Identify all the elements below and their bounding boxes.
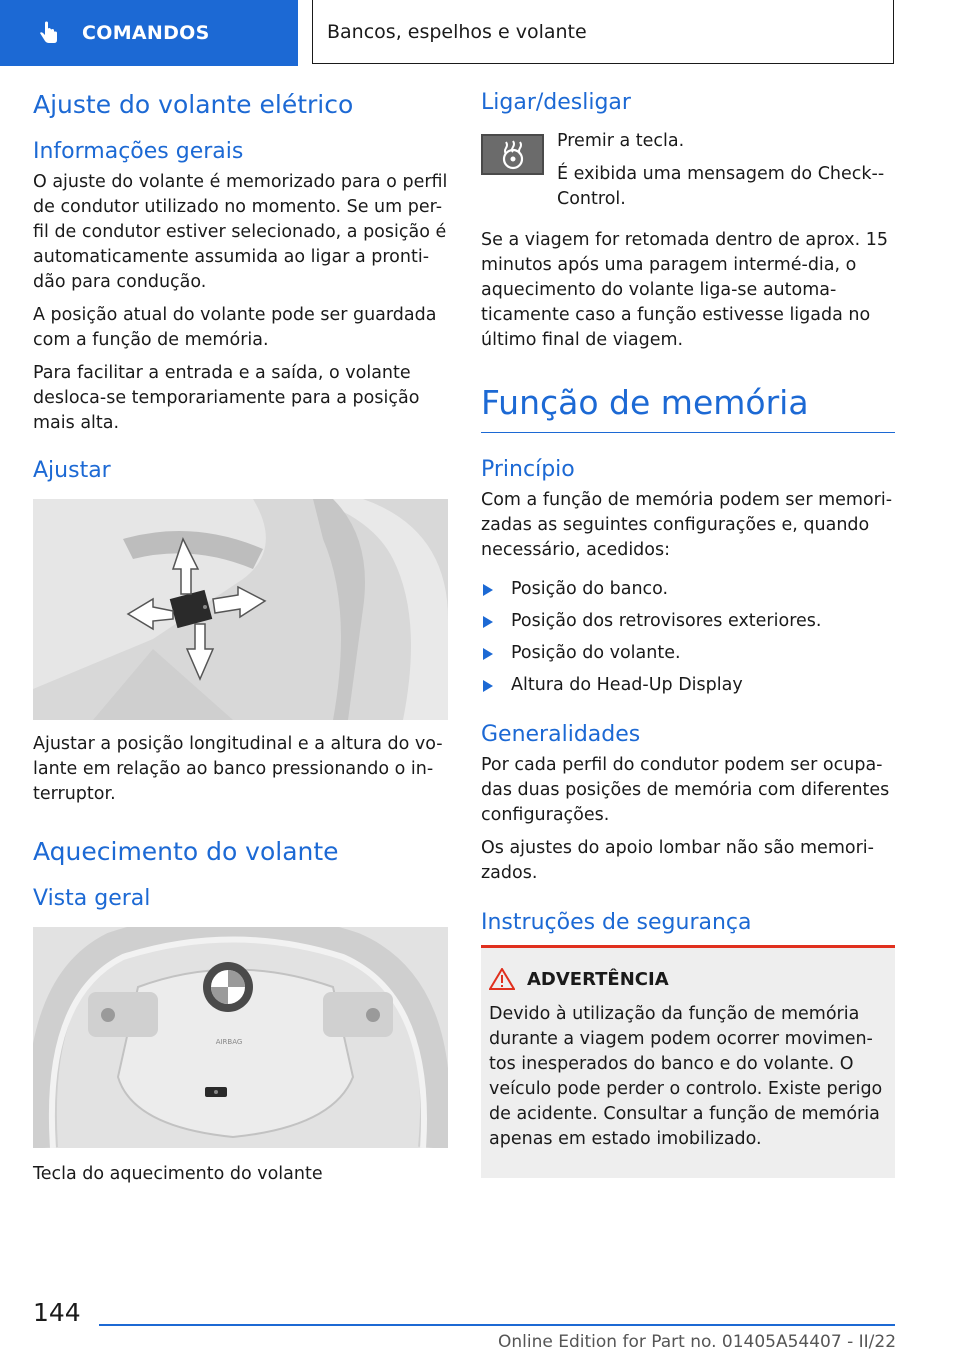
adjust-heading: Ajustar xyxy=(33,458,111,483)
chapter-title: COMANDOS xyxy=(82,22,210,44)
footer-rule xyxy=(99,1324,895,1326)
onoff-text xyxy=(557,129,895,220)
bullet-triangle-icon xyxy=(483,680,493,692)
general-info-paragraph-2: A posição atual do volante pode ser guardada com a função de memória. xyxy=(33,305,437,350)
steering-wheel-illustration xyxy=(33,927,448,1148)
generalities-paragraph-2: Os ajustes do apoio lombar não são memori-zados. xyxy=(481,838,874,883)
electric-steering-title: Ajuste do volante elétrico xyxy=(33,90,354,119)
bullet-triangle-icon xyxy=(483,648,493,660)
warning-header xyxy=(489,968,887,990)
bullet-triangle-icon xyxy=(483,584,493,596)
heating-button-row xyxy=(481,129,895,220)
warning-box xyxy=(481,948,895,1178)
onoff-paragraph-2: É exibida uma mensagem do Check--Control. xyxy=(557,164,885,209)
general-info-heading: Informações gerais xyxy=(33,139,244,164)
warning-title: ADVERTÊNCIA xyxy=(527,968,669,990)
page-footer xyxy=(0,1288,960,1362)
steering-adjust-illustration xyxy=(33,499,448,720)
list-item: Posição dos retrovisores exteriores. xyxy=(481,609,895,634)
chapter-tab[interactable] xyxy=(0,0,298,66)
safety-heading: Instruções de segurança xyxy=(481,910,752,935)
list-item: Posição do banco. xyxy=(481,577,895,602)
left-column xyxy=(33,90,448,1195)
warning-triangle-icon xyxy=(489,968,515,990)
section-title: Bancos, espelhos e volante xyxy=(312,0,894,64)
list-item: Altura do Head-Up Display xyxy=(481,673,895,698)
hand-touch-icon xyxy=(36,20,62,46)
list-item: Posição do volante. xyxy=(481,641,895,666)
general-info-paragraph-1: O ajuste do volante é memorizado para o perfil de condutor utilizado no momento. Se um per-fil de condutor estiver selecionado, a posição é automaticamente assumida ao ligar a pronti-dão para condução. xyxy=(33,172,448,292)
overview-caption: Tecla do aquecimento do volante xyxy=(33,1164,323,1184)
right-column xyxy=(481,90,895,1178)
general-info-paragraph-3: Para facilitar a entrada e a saída, o volante desloca-se temporariamente para a posição mais alta. xyxy=(33,363,420,433)
memory-items-list xyxy=(481,577,895,698)
onoff-heading: Ligar/desligar xyxy=(481,90,631,115)
memory-function-title: Função de memória xyxy=(481,383,895,433)
generalities-paragraph-1: Por cada perfil do condutor podem ser ocupa-das duas posições de memória com diferentes configurações. xyxy=(481,755,890,825)
overview-heading: Vista geral xyxy=(33,886,151,911)
adjust-caption: Ajustar a posição longitudinal e a altura do vo-lante em relação ao banco pressionando o in-terruptor. xyxy=(33,734,443,804)
airbag-label: AIRBAG xyxy=(215,1038,243,1046)
page-number: 144 xyxy=(33,1298,81,1327)
warning-text: Devido à utilização da função de memória durante a viagem podem ocorrer movimen-tos inesperados do banco e do volante. O veículo pode perder o controlo. Existe perigo de acidente. Consultar a função de memória apenas em estado imobilizado. xyxy=(489,1004,883,1149)
onoff-paragraph-1: Premir a tecla. xyxy=(557,131,685,151)
principle-heading: Princípio xyxy=(481,457,575,482)
steering-heating-button-icon xyxy=(481,134,544,175)
onoff-paragraph-3: Se a viagem for retomada dentro de aprox. 15 minutos após uma paragem intermé-dia, o aquecimento do volante liga-se automa-ticamente caso a função estivesse ligada no último final de viagem. xyxy=(481,230,888,350)
principle-paragraph: Com a função de memória podem ser memori-zadas as seguintes configurações e, quando necessário, acedidos: xyxy=(481,490,893,560)
generalities-heading: Generalidades xyxy=(481,722,641,747)
edition-text: Online Edition for Part no. 01405A54407 - II/22 xyxy=(498,1332,897,1352)
steering-heating-title: Aquecimento do volante xyxy=(33,837,339,866)
page-header xyxy=(0,0,960,66)
bullet-triangle-icon xyxy=(483,616,493,628)
